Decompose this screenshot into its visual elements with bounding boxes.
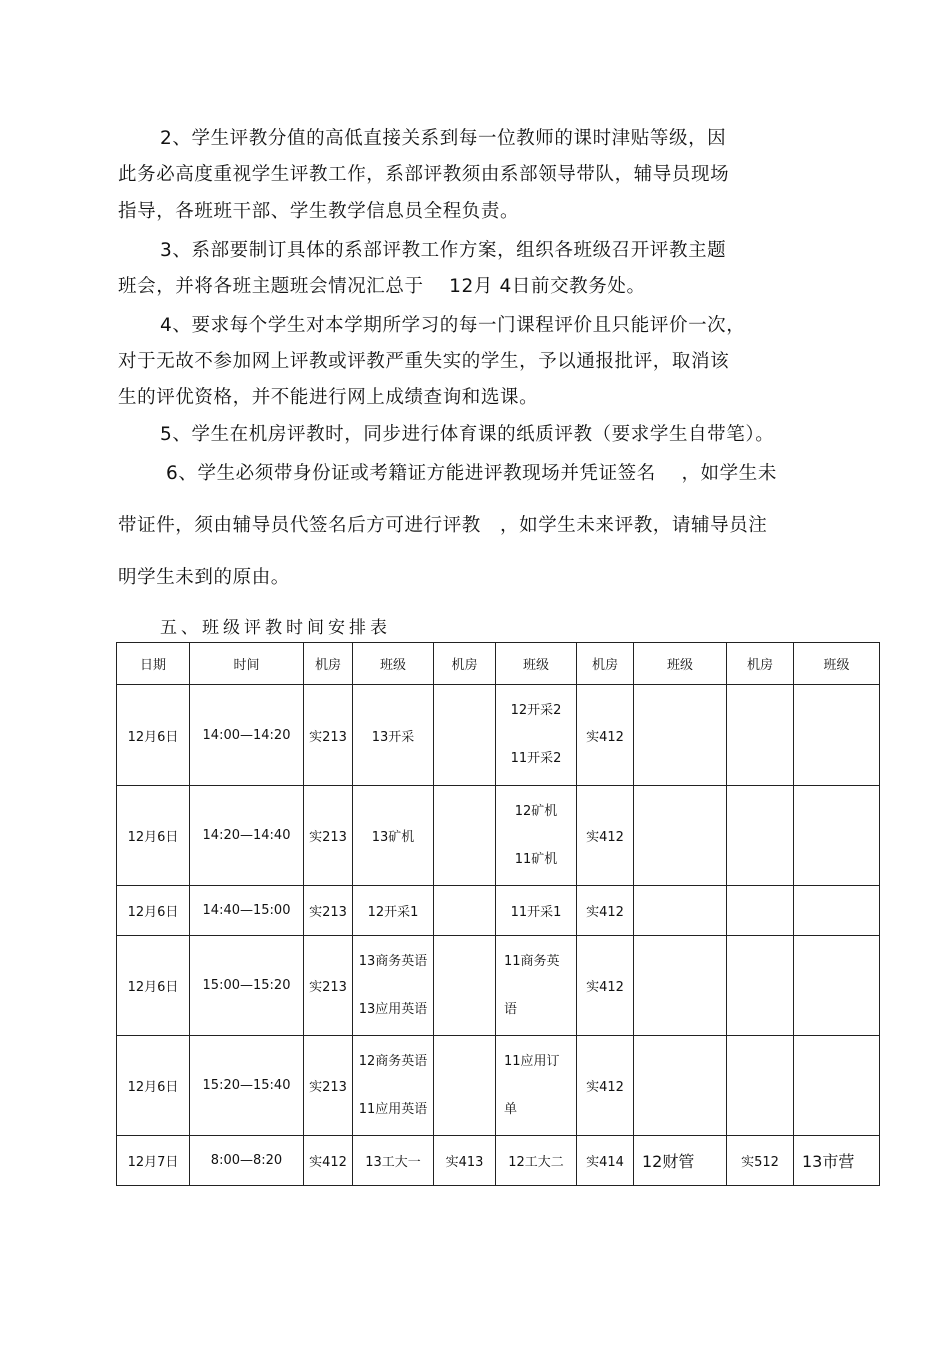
cell-room xyxy=(434,786,496,886)
header-time: 时间 xyxy=(190,643,304,685)
paragraph-4-line-1: 4、要求每个学生对本学期所学习的每一门课程评价且只能评价一次， xyxy=(160,315,746,336)
cell-class-line: 单 xyxy=(504,1101,518,1117)
cell-class: 11开采1 xyxy=(496,886,577,936)
cell-class-line: 11应用订 xyxy=(504,1053,560,1069)
paragraph-6-line-1: 6、学生必须带身份证或考籍证方能进评教现场并凭证签名 ，如学生未 xyxy=(166,463,777,484)
cell-room xyxy=(727,886,794,936)
paragraph-3-line-1: 3、系部要制订具体的系部评教工作方案，组织各班级召开评教主题 xyxy=(160,240,727,261)
cell-room: 实512 xyxy=(727,1136,794,1186)
cell-room: 实412 xyxy=(577,936,634,1036)
cell-room xyxy=(434,886,496,936)
cell-class-line: 12矿机 xyxy=(514,803,558,819)
cell-class-line: 11商务英 xyxy=(504,953,560,969)
cell-time: 15:00—15:20 xyxy=(190,936,304,1036)
cell-room xyxy=(727,685,794,786)
cell-date: 12月6日 xyxy=(117,886,190,936)
table-header-row xyxy=(117,643,880,685)
cell-date: 12月7日 xyxy=(117,1136,190,1186)
header-room: 机房 xyxy=(434,643,496,685)
cell-room: 实412 xyxy=(304,1136,353,1186)
cell-class xyxy=(496,685,577,786)
cell-room xyxy=(727,936,794,1036)
cell-date: 12月6日 xyxy=(117,786,190,886)
header-class: 班级 xyxy=(353,643,434,685)
cell-class xyxy=(634,886,727,936)
cell-room: 实213 xyxy=(304,886,353,936)
header-class: 班级 xyxy=(634,643,727,685)
paragraph-2-line-3: 指导，各班班干部、学生教学信息员全程负责。 xyxy=(118,201,520,222)
cell-date: 12月6日 xyxy=(117,936,190,1036)
table-row xyxy=(117,936,880,1036)
cell-class xyxy=(794,936,880,1036)
paragraph-5-line-1: 5、学生在机房评教时，同步进行体育课的纸质评教（要求学生自带笔）。 xyxy=(160,424,775,445)
cell-room: 实213 xyxy=(304,936,353,1036)
cell-room xyxy=(434,936,496,1036)
cell-class: 13矿机 xyxy=(353,786,434,886)
header-class: 班级 xyxy=(794,643,880,685)
header-room: 机房 xyxy=(304,643,353,685)
cell-class xyxy=(794,886,880,936)
table-row xyxy=(117,1036,880,1136)
cell-class: 12开采1 xyxy=(353,886,434,936)
cell-class xyxy=(794,685,880,786)
cell-class: 12工大二 xyxy=(496,1136,577,1186)
cell-class-line: 11矿机 xyxy=(514,851,558,867)
cell-class-line: 11应用英语 xyxy=(358,1101,428,1117)
cell-room: 实413 xyxy=(434,1136,496,1186)
cell-class-line: 语 xyxy=(504,1001,518,1017)
table-row xyxy=(117,786,880,886)
cell-date: 12月6日 xyxy=(117,685,190,786)
table-row xyxy=(117,1136,880,1186)
cell-room: 实213 xyxy=(304,685,353,786)
cell-room: 实412 xyxy=(577,886,634,936)
cell-class xyxy=(353,936,434,1036)
cell-time: 14:00—14:20 xyxy=(190,685,304,786)
cell-class-line: 12开采2 xyxy=(510,703,562,718)
cell-time: 15:20—15:40 xyxy=(190,1036,304,1136)
paragraph-6-line-2: 带证件，须由辅导员代签名后方可进行评教 ，如学生未来评教，请辅导员注 xyxy=(118,515,768,536)
cell-class-line: 13商务英语 xyxy=(358,953,428,969)
cell-class xyxy=(496,1036,577,1136)
cell-class xyxy=(794,1036,880,1136)
cell-time: 8:00—8:20 xyxy=(190,1136,304,1186)
cell-room: 实412 xyxy=(577,685,634,786)
cell-class xyxy=(794,786,880,886)
paragraph-6-line-3: 明学生未到的原由。 xyxy=(118,567,290,588)
cell-class: 13市营 xyxy=(794,1136,880,1186)
header-room: 机房 xyxy=(727,643,794,685)
header-class: 班级 xyxy=(496,643,577,685)
cell-room xyxy=(434,1036,496,1136)
cell-time: 14:20—14:40 xyxy=(190,786,304,886)
cell-date: 12月6日 xyxy=(117,1036,190,1136)
cell-room: 实213 xyxy=(304,786,353,886)
cell-room xyxy=(727,1036,794,1136)
paragraph-2-line-2: 此务必高度重视学生评教工作，系部评教须由系部领导带队，辅导员现场 xyxy=(118,164,730,185)
cell-time: 14:40—15:00 xyxy=(190,886,304,936)
header-room: 机房 xyxy=(577,643,634,685)
cell-room: 实412 xyxy=(577,786,634,886)
cell-class: 13开采 xyxy=(353,685,434,786)
cell-room: 实213 xyxy=(304,1036,353,1136)
cell-class xyxy=(634,786,727,886)
paragraph-3-line-2: 班会，并将各班主题班会情况汇总于 12月 4日前交教务处。 xyxy=(118,276,646,297)
table-row xyxy=(117,685,880,786)
cell-class xyxy=(353,1036,434,1136)
cell-room: 实412 xyxy=(577,1036,634,1136)
cell-class: 13工大一 xyxy=(353,1136,434,1186)
cell-class xyxy=(634,685,727,786)
cell-class: 12财管 xyxy=(634,1136,727,1186)
paragraph-2-line-1: 2、学生评教分值的高低直接关系到每一位教师的课时津贴等级，因 xyxy=(160,128,727,149)
cell-room xyxy=(727,786,794,886)
schedule-table xyxy=(116,642,880,1186)
header-date: 日期 xyxy=(117,643,190,685)
cell-class xyxy=(634,936,727,1036)
cell-class xyxy=(496,936,577,1036)
table-row xyxy=(117,886,880,936)
cell-room: 实414 xyxy=(577,1136,634,1186)
cell-class-line: 13应用英语 xyxy=(358,1001,428,1017)
cell-room xyxy=(434,685,496,786)
table-caption: 五、班级评教时间安排表 xyxy=(160,618,391,638)
paragraph-4-line-2: 对于无故不参加网上评教或评教严重失实的学生，予以通报批评，取消该 xyxy=(118,351,730,372)
cell-class xyxy=(634,1036,727,1136)
paragraph-4-line-3: 生的评优资格，并不能进行网上成绩查询和选课。 xyxy=(118,387,539,408)
cell-class xyxy=(496,786,577,886)
cell-class-line: 11开采2 xyxy=(510,751,562,766)
cell-class-line: 12商务英语 xyxy=(358,1053,428,1069)
